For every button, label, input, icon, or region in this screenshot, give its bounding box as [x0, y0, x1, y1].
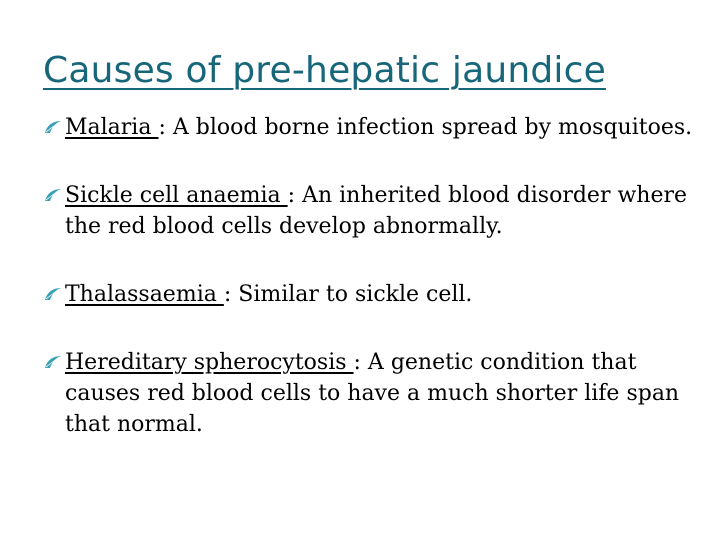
bullet-term: Hereditary spherocytosis [65, 350, 354, 375]
leaf-bullet-icon [44, 355, 62, 369]
bullet-description: : A blood borne infection spread by mosquitoes. [158, 115, 693, 140]
bullet-description: : Similar to sickle cell. [223, 282, 473, 307]
bullet-list [44, 112, 694, 440]
bullet-term: Sickle cell anaemia [65, 183, 288, 208]
leaf-bullet-icon [44, 120, 62, 134]
slide-title: Causes of pre-hepatic jaundice [43, 50, 606, 91]
leaf-bullet-icon [44, 287, 62, 301]
bullet-term: Malaria [65, 115, 159, 140]
bullet-item-malaria [44, 112, 694, 143]
bullet-term: Thalassaemia [65, 282, 224, 307]
bullet-item-thalassaemia [44, 279, 694, 310]
leaf-bullet-icon [44, 188, 62, 202]
bullet-description: : An inherited blood disorder where the red blood cells develop abnormally. [65, 183, 688, 239]
bullet-item-spherocytosis [44, 347, 694, 440]
bullet-item-sickle-cell [44, 180, 694, 242]
bullet-description: : A genetic condition that causes red blood cells to have a much shorter life span that normal. [65, 350, 680, 437]
